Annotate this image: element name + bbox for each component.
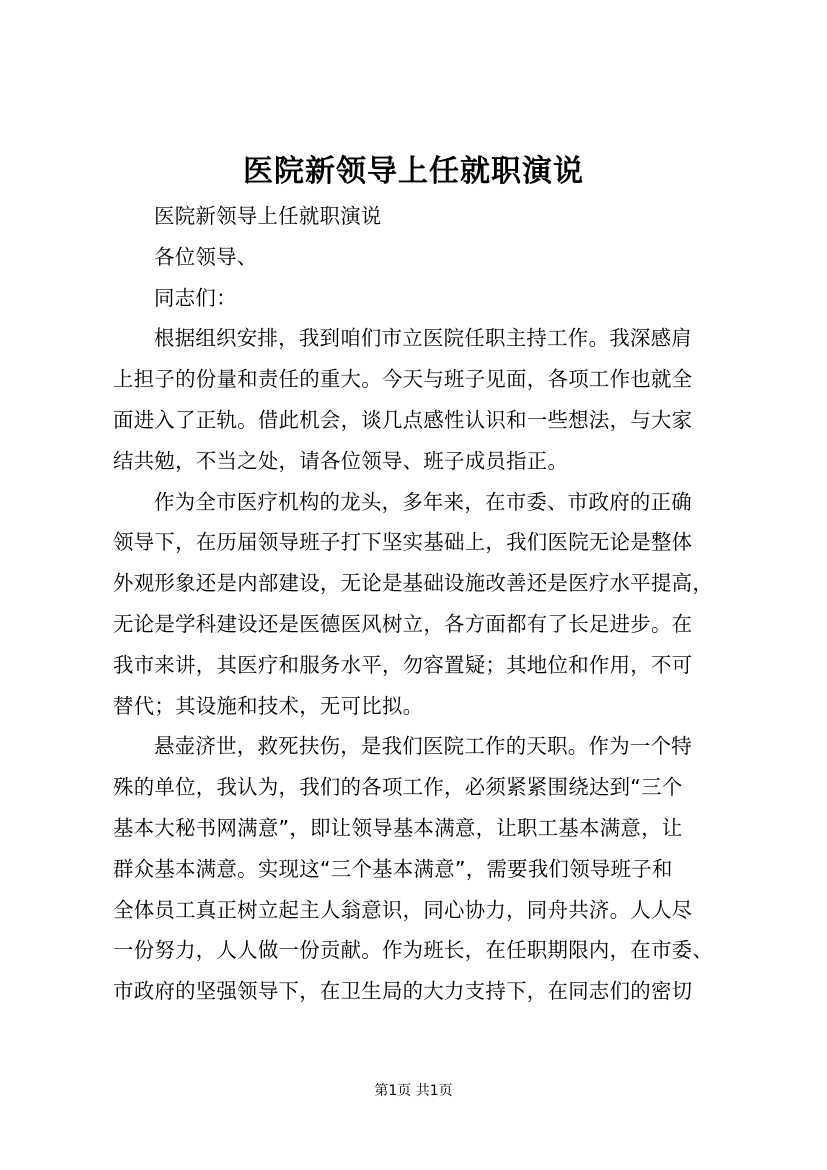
body-line: 医院新领导上任就职演说 [154, 204, 382, 228]
body-line: 同志们： [154, 285, 237, 310]
body-line: 外观形象还是内部建设，无论是基础设施改善还是医疗水平提高， [113, 571, 714, 596]
body-line: 上担子的份量和责任的重大。今天与班子见面，各项工作也就全 [113, 367, 693, 392]
document-body [113, 196, 725, 1012]
body-line: 殊的单位，我认为，我们的各项工作，必须紧紧围绕达到“三个 [113, 775, 683, 800]
body-line: 替代；其设施和技术，无可比拟。 [113, 693, 424, 718]
body-line: 根据组织安排，我到咱们市立医院任职主持工作。我深感肩 [154, 326, 692, 351]
body-line: 一份努力，人人做一份贡献。作为班长，在任职期限内，在市委、 [113, 938, 714, 963]
body-line: 作为全市医疗机构的龙头，多年来，在市委、市政府的正确 [154, 489, 692, 514]
body-line: 市政府的坚强领导下，在卫生局的大力支持下，在同志们的密切 [113, 979, 693, 1004]
body-line: 领导下，在历届领导班子打下坚实基础上，我们医院无论是整体 [113, 530, 693, 555]
body-line: 我市来讲，其医疗和服务水平，勿容置疑；其地位和作用，不可 [113, 652, 693, 677]
document-title: 医院新领导上任就职演说 [243, 154, 584, 189]
body-line: 无论是学科建设还是医德医风树立，各方面都有了长足进步。在 [113, 611, 693, 636]
body-line: 各位领导、 [154, 244, 258, 269]
body-line: 群众基本满意。实现这“三个基本满意”，需要我们领导班子和 [113, 856, 673, 881]
body-line: 结共勉，不当之处，请各位领导、班子成员指正。 [113, 448, 569, 473]
page-footer: 第1页 共1页 [374, 1083, 453, 1099]
body-line: 全体员工真正树立起主人翁意识，同心协力，同舟共济。人人尽 [113, 897, 693, 922]
body-line: 悬壶济世，救死扶伤，是我们医院工作的天职。作为一个特 [154, 734, 692, 759]
body-line: 面进入了正轨。借此机会，谈几点感性认识和一些想法，与大家 [113, 407, 693, 432]
body-line: 基本大秘书网满意”，即让领导基本满意，让职工基本满意，让 [113, 815, 683, 840]
